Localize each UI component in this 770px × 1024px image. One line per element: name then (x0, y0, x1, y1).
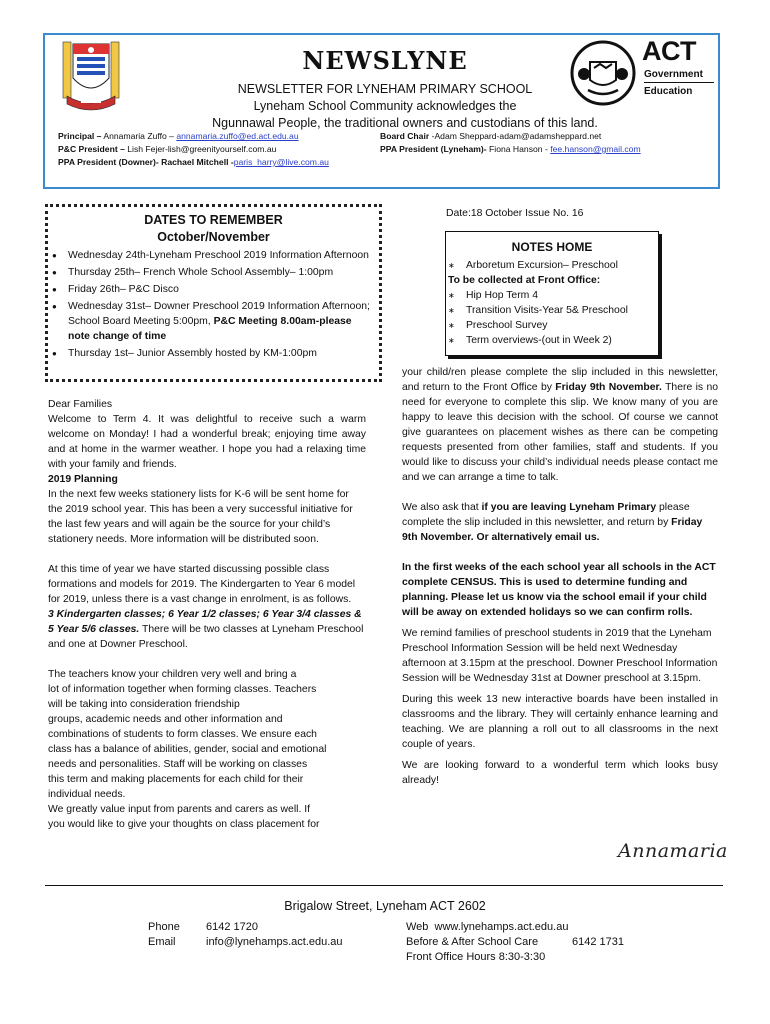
acknowledgement-line-1: Lyneham School Community acknowledges the (253, 99, 517, 113)
census-paragraph: In the first weeks of the each school year all schools in the ACT complete CENSUS. This is used to determine funding and planning. Please let us know via the school email if your child will be away on extended holidays so we can confirm rolls. (402, 562, 716, 618)
phone-number: 6142 1720 (206, 921, 258, 933)
notes-item: ∗ Preschool Survey (448, 320, 548, 331)
leaving-paragraph: We also ask that if you are leaving Lyneham Primary please complete the slip included in this newsletter, and return by Friday 9th November. Or alternatively email us. (402, 502, 703, 543)
preschool-session-paragraph: We remind families of preschool students in 2019 that the Lyneham Preschool Information Session will be held next Wednesday afternoon at 3.15pm at the preschool. Downer Preschool Information Session will be Wednesday 31st at Downer preschool at 3.15pm. (402, 628, 718, 684)
act-logo-education: Education (644, 86, 693, 97)
asterisk-bullet-icon: ∗ (448, 321, 455, 330)
stationery-paragraph: In the next few weeks stationery lists for K-6 will be sent home for the 2019 school year. This has been a very successful initiative for the last few years and will again be the source for your child’s stationery needs. More information will be distributed soon. (48, 489, 353, 545)
right-column (402, 365, 718, 788)
welcome-paragraph: Welcome to Term 4. It was delightful to receive such a warm welcome on Monday! I had a wonderful break; enjoying time away and at home in the warmer weather. I hope you had a relaxing time with your family and friends. (48, 414, 366, 470)
interactive-boards-paragraph: During this week 13 new interactive boards have been installed in classrooms and the library. They will certainly enhance learning and teaching. We are planning a roll out to all classrooms in the next couple of years. (402, 694, 718, 750)
notes-item: ∗ Transition Visits-Year 5& Preschool (448, 305, 628, 316)
planning-heading: 2019 Planning (48, 474, 118, 485)
notes-home-list (448, 258, 656, 348)
ppa-lyneham-line: PPA President (Lyneham)- Fiona Hanson - fee.hanson@gmail.com (380, 144, 641, 154)
principal-email-link[interactable]: annamaria.zuffo@ed.act.edu.au (176, 131, 299, 141)
ppa-lyneham-email-link[interactable]: fee.hanson@gmail.com (550, 144, 641, 154)
act-logo-title: ACT (642, 36, 696, 66)
asterisk-bullet-icon: ∗ (448, 261, 455, 270)
act-logo-government: Government (644, 69, 703, 80)
notes-item: ∗ Hip Hop Term 4 (448, 290, 538, 301)
asterisk-bullet-icon: ∗ (448, 291, 455, 300)
footer-divider (45, 885, 723, 886)
collect-label: To be collected at Front Office: (448, 275, 601, 286)
principal-signature: Annamaria (618, 840, 728, 862)
ppa-downer-line: PPA President (Downer)- Rachael Mitchell -paris_harry@live.com.au (58, 157, 329, 167)
notes-item: ∗ Arboretum Excursion– Preschool (448, 260, 618, 271)
asterisk-bullet-icon: ∗ (448, 306, 455, 315)
basc-phone: 6142 1731 (572, 936, 624, 948)
website-link[interactable]: www.lynehamps.act.edu.au (434, 921, 569, 933)
masthead-title: NEWSLYNE (302, 46, 468, 75)
pc-president-line: P&C President – Lish Fejer-lish@greenityourself.com.au (58, 144, 277, 154)
ppa-downer-email-link[interactable]: paris_harry@live.com.au (233, 157, 329, 167)
class-formations-paragraph: At this time of year we have started discussing possible class formations and models for 2019. The Kindergarten to Year 6 model for 2019, unless there is a vast change in enrolment, is as follows. 3 Kindergarten classes; 6 Year 1/2 classes; 6 Year 3/4 classes & 5 Year 5/6 classes. There will be two classes at Lyneham Preschool and one at Downer Preschool. (48, 564, 364, 650)
principal-line: Principal – Annamaria Zuffo – annamaria.zuffo@ed.act.edu.au (58, 131, 299, 141)
notes-item: ∗ Term overviews-(out in Week 2) (448, 335, 612, 346)
date-item: ● Friday 26th– P&C Disco (52, 282, 374, 297)
phone-label: Phone (148, 921, 180, 933)
asterisk-bullet-icon: ∗ (448, 336, 455, 345)
office-hours: Front Office Hours 8:30-3:30 (406, 951, 546, 963)
dates-title: DATES TO REMEMBER October/November (144, 213, 283, 244)
date-item: ● Thursday 25th– French Whole School Assembly– 1:00pm (52, 265, 374, 280)
date-item: ● Wednesday 24th-Lyneham Preschool 2019 Information Afternoon (52, 248, 374, 263)
board-chair-line: Board Chair -Adam Sheppard-adam@adamsheppard.net (380, 131, 602, 141)
web-line: Web www.lynehamps.act.edu.au (406, 921, 569, 933)
newsletter-subtitle: NEWSLETTER FOR LYNEHAM PRIMARY SCHOOL (237, 82, 533, 96)
left-column (48, 397, 366, 832)
basc-label: Before & After School Care (406, 936, 539, 948)
date-item: ● Thursday 1st– Junior Assembly hosted by KM-1:00pm (52, 346, 374, 361)
date-issue: Date:18 October Issue No. 16 (446, 208, 584, 219)
notes-home-title: NOTES HOME (511, 240, 593, 254)
greeting: Dear Families (48, 399, 113, 410)
teachers-paragraph: The teachers know your children very well and bring a lot of information together when forming classes. Teachers will be taking into consideration friendship groups, academic needs and other information and combinations of students to form classes. We ensure each class has a balance of abilities, gender, social and emotional needs and personalities. Staff will be working on classes this term and making placements for each child for their individual needs. We greatly value input from parents and carers as well. If you would like to give your thoughts on class placement for (48, 669, 327, 830)
officials-left (58, 130, 358, 169)
acknowledgement-line-2: Ngunnawal People, the traditional owners and custodians of this land. (212, 116, 598, 130)
dates-list (52, 248, 374, 363)
email-address[interactable]: info@lynehamps.act.edu.au (206, 936, 343, 948)
officials-right (380, 130, 710, 156)
school-address: Brigalow Street, Lyneham ACT 2602 (284, 899, 486, 913)
class-placement-paragraph: your child/ren please complete the slip included in this newsletter, and return to the Front Office by Friday 9th November. There is no need for everyone to complete this slip. We know many of you are happy to leave this decision with the school. Of course we cannot give guarantees on placement wishes as there can be competing requests presented from other families, staff and students. If you would like to discuss your child’s individual needs please contact me and we can arrange a time to talk. (402, 367, 718, 483)
closing-paragraph: We are looking forward to a wonderful term which looks busy already! (402, 760, 718, 786)
email-label: Email (148, 936, 176, 948)
date-item: ● Wednesday 31st– Downer Preschool 2019 Information Afternoon; School Board Meeting 5:00pm, P&C Meeting 8.00am-please note change of time (52, 299, 374, 344)
